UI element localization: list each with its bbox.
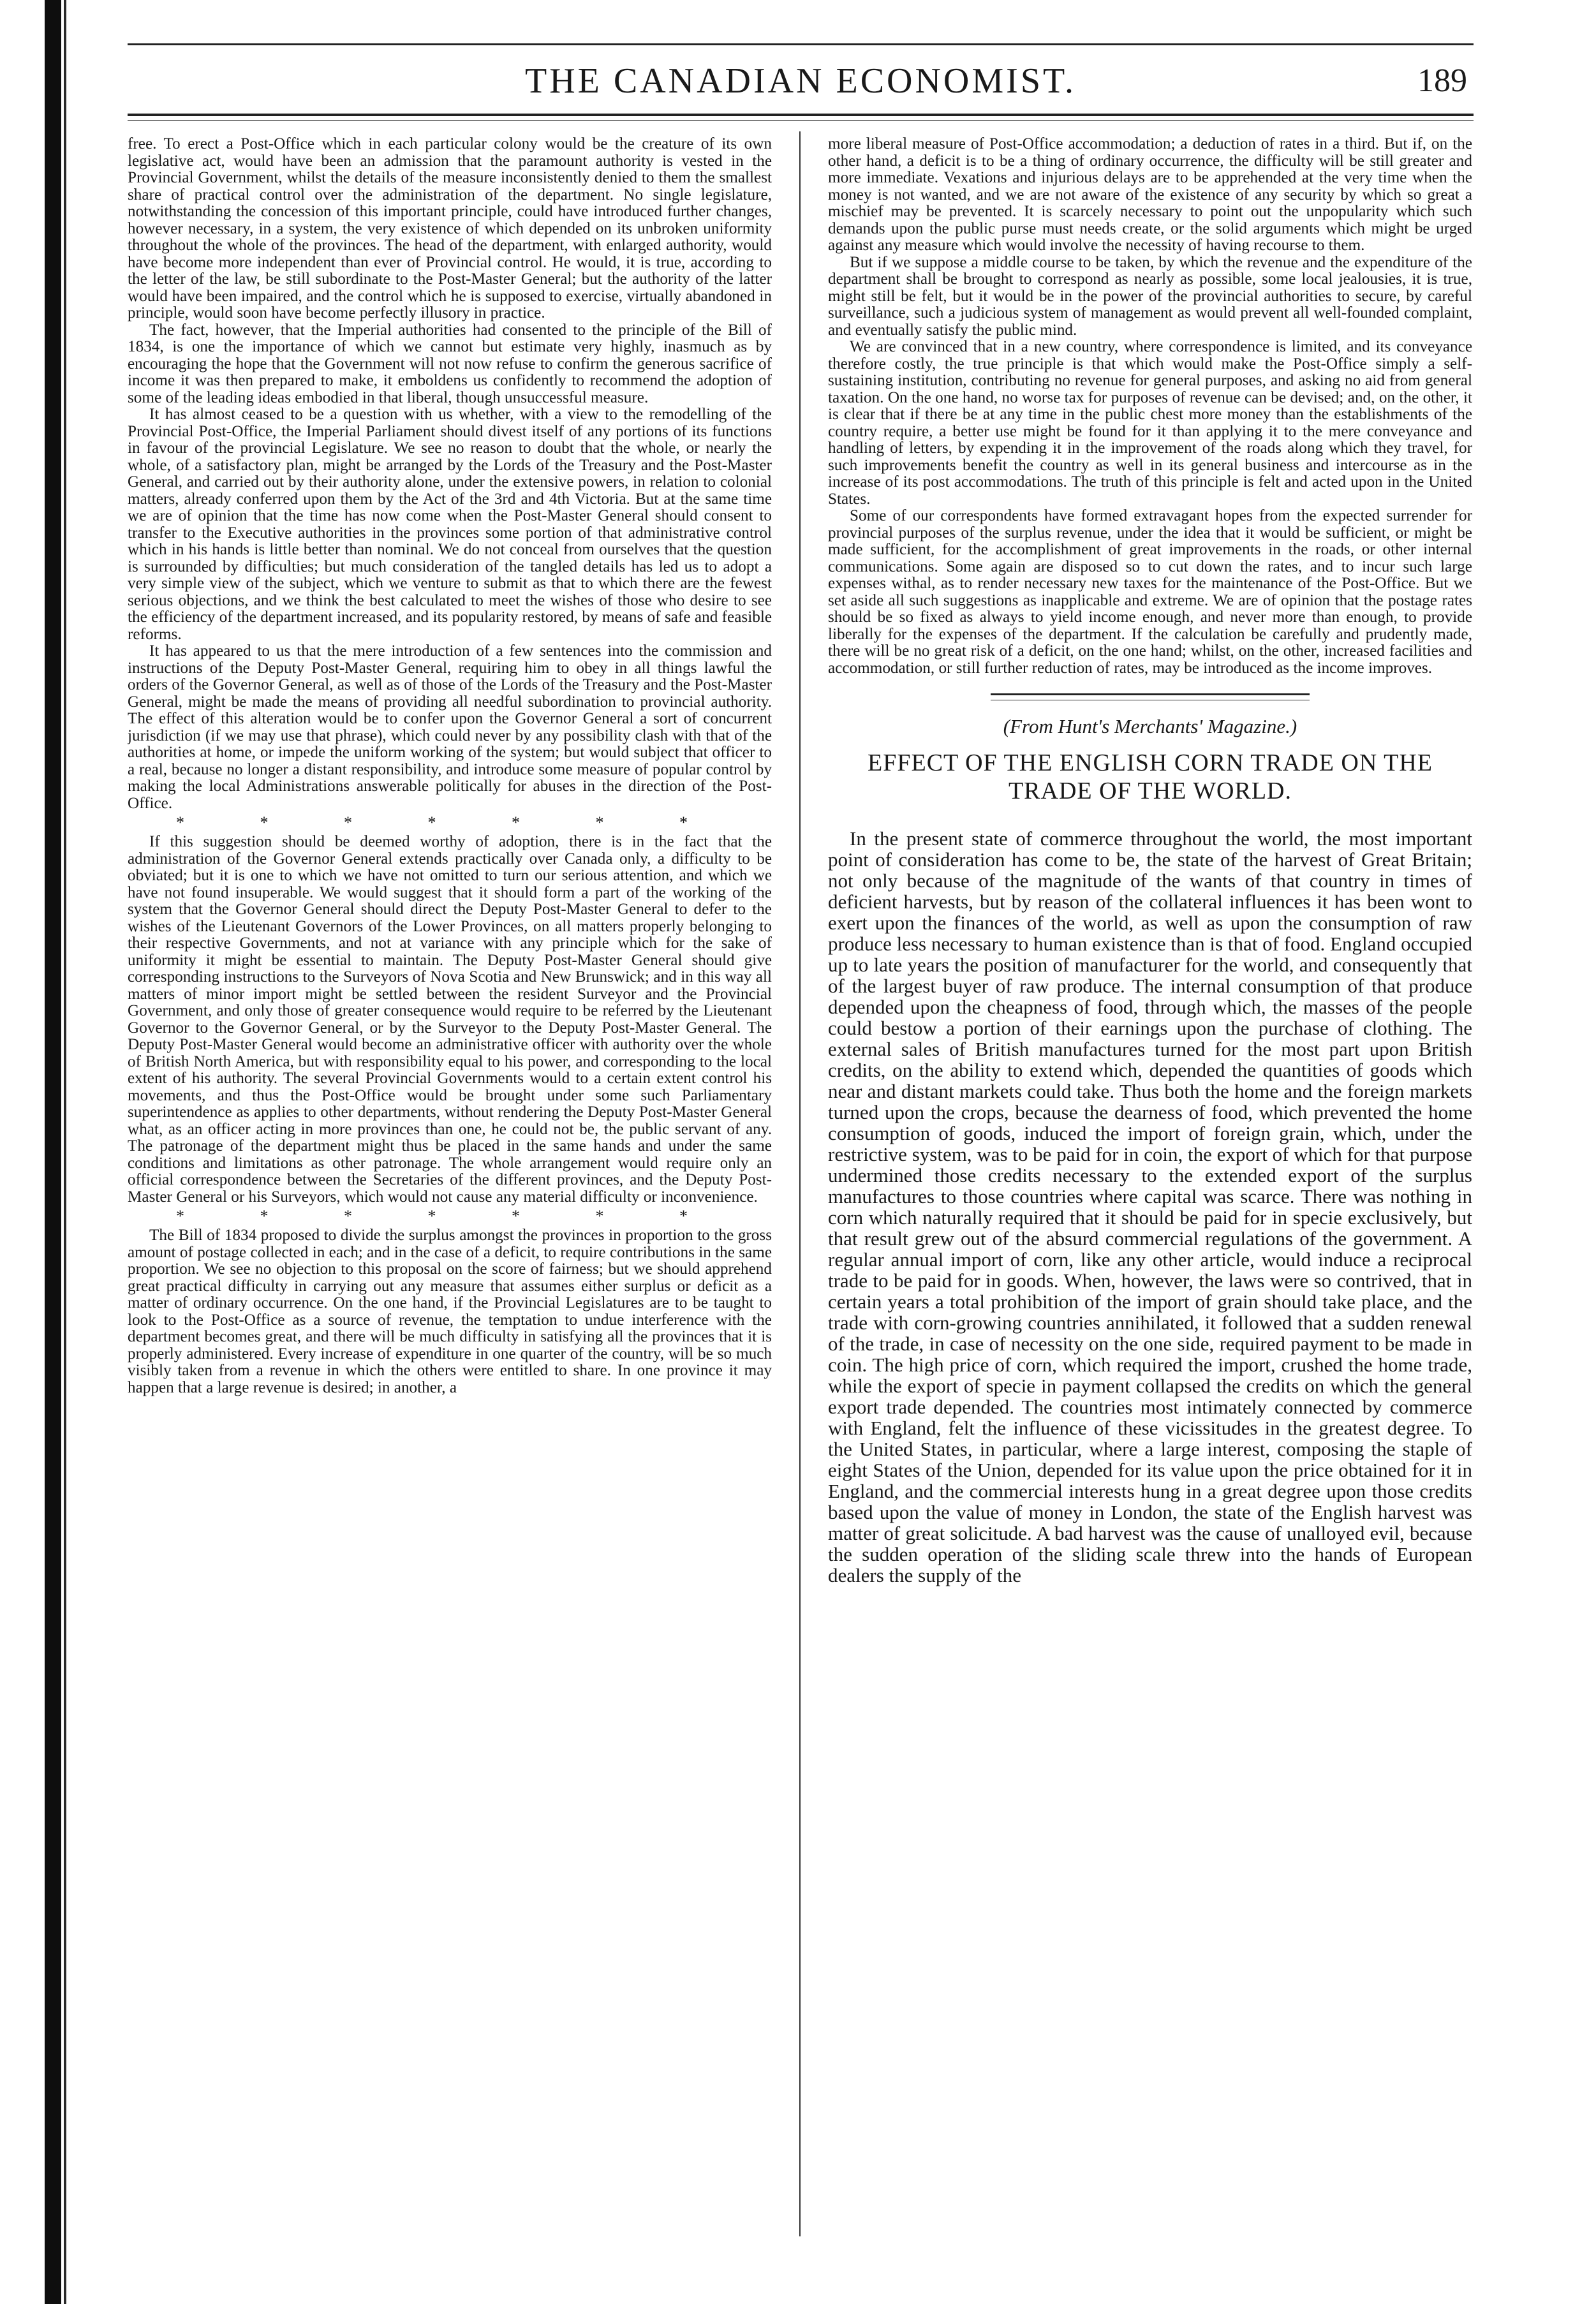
paragraph: It has appeared to us that the mere introduction of a few sentences into the commission and instructions of the Deputy Post-Master General, requiring him to obey in all things lawful the orders of the Governor General, as well as of those of the Lords of the Treasury and the Post-Master General, might be made the means of providing all needful subordination to provincial authority. The effect of this alteration would be to confer upon the Governor General a sort of concurrent jurisdiction (if we may use that phrase), which could never by any possibility clash with that of the authorities at home, or impede the uniform working of the system; but would subject that officer to a real, because no longer a distant responsibility, and introduce some measure of popular control by making the local Administrations answerable politically for abuses in the direction of the Post-Office. xyxy=(128,642,772,812)
article-rule-thick xyxy=(991,693,1310,695)
top-rule xyxy=(128,43,1474,45)
page-number: 189 xyxy=(1417,63,1467,99)
section-separator: * * * * * * * xyxy=(176,813,723,832)
paragraph: Some of our correspondents have formed extravagant hopes from the expected surrender for provincial purposes of the surplus revenue, under the idea that it would be sufficient, or might be made sufficient, for the accomplishment of great improvements in the roads, or other internal communications. Some again are disposed so to cut down the rates, and to incur such large expenses withal, as to render necessary new taxes for the maintenance of the Post-Office. But we set aside all such suggestions as inapplicable and extreme. We are of opinion that the postage rates should be so fixed as always to yield income enough, and never more than enough, to provide liberally for the expenses of the department. If the calculation be carefully and prudently made, there will be no great risk of a deficit, on the one hand; whilst, on the other, increased facilities and accommodation, or still further reduction of rates, may be introduced as the income improves. xyxy=(828,507,1472,677)
binding-edge xyxy=(45,0,61,2304)
right-column xyxy=(828,136,1472,2241)
header-rule-thin xyxy=(128,120,1474,121)
section-separator: * * * * * * * xyxy=(176,1207,723,1225)
article-title: EFFECT OF THE ENGLISH CORN TRADE ON THE TRADE OF THE WORLD. xyxy=(868,750,1433,804)
paragraph: We are convinced that in a new country, where correspondence is limited, and its conveyance therefore costly, the true principle is that which would make the Post-Office simply a self-sustaining institution, contributing no revenue for general purposes, and asking no aid from general taxation. On the one hand, no worse tax for purposes of revenue can be devised; and, on the other, it is clear that if there be at any time in the public chest more money than the establishments of the country require, a better use might be found for it than applying it to the mere conveyance and handling of letters, by expending it in the improvement of the roads along which they travel, for such improvements benefit the country as well in its general business and intercourse as in the increase of its post accommodations. The truth of this principle is felt and acted upon in the United States. xyxy=(828,338,1472,508)
paragraph: The Bill of 1834 proposed to divide the surplus amongst the provinces in proportion to the gross amount of postage collected in each; and in the case of a deficit, to require contributions in the same proportion. We see no objection to this proposal on the score of fairness; but we should apprehend great practical difficulty in carrying out any measure that assumes either surplus or deficit as a matter of ordinary occurrence. On the one hand, if the Provincial Legislatures are to be taught to look to the Post-Office as a source of revenue, the temptation to undue interference with the department becomes great, and there will be much difficulty in satisfying all the provinces that it is properly administered. Every increase of expenditure in one quarter of the country, will be so much visibly taken from a revenue in which the others were entitled to share. In one province it may happen that a large revenue is desired; in another, a xyxy=(128,1227,772,1396)
paragraph: The fact, however, that the Imperial authorities had consented to the principle of the Bill of 1834, is one the importance of which we cannot but estimate very highly, inasmuch as by encouraging the hope that the Government will not now refuse to confirm the generous sacrifice of income it was then prepared to make, it emboldens us confidently to recommend the adoption of some of the leading ideas embodied in that liberal, though unsuccessful measure. xyxy=(128,321,772,406)
column-divider xyxy=(799,131,801,2236)
paragraph: But if we suppose a middle course to be taken, by which the revenue and the expenditure of the department shall be brought to correspond as nearly as possible, some local jealousies, it is true, might still be felt, but it would be in the power of the provincial authorities to secure, by careful surveillance, such a judicious system of management as would prevent all well-founded complaint, and eventually satisfy the public mind. xyxy=(828,253,1472,339)
paragraph: free. To erect a Post-Office which in each particular colony would be the creature of its own legislative act, would have been an admission that the paramount authority is vested in the Provincial Government, whilst the details of the measure inconsistently denied to them the smallest share of practical control over the administration of the department. No single legislature, notwithstanding the concession of this important principle, could have introduced further changes, however necessary, in a system, the very existence of which depended on its unbroken uniformity throughout the whole of the provinces. The head of the department, with enlarged authority, would have become more independent than ever of Provincial control. He would, it is true, according to the letter of the law, be still subordinate to the Post-Master General; but the authority of the latter would have been impaired, and the control which he is supposed to exercise, virtually abandoned in principle, would soon have become perfectly illusory in practice. xyxy=(128,136,772,321)
article-paragraph: In the present state of commerce throughout the world, the most important point of consideration has come to be, the state of the harvest of Great Britain; not only because of the magnitude of the wants of that country in times of deficient harvests, but by reason of the collateral influences it has been wont to exert upon the finances of the world, as well as upon the consumption of raw produce less necessary to human existence than is that of food. England occupied up to late years the position of manufacturer for the world, and consequently that of the largest buyer of raw produce. The internal consumption of that produce depended upon the cheapness of food, through which, the masses of the people could bestow a portion of their earnings upon the purchase of clothing. The external sales of British manufactures turned for the most part upon British credits, on the ability to extend which, depended the quantities of goods which near and distant markets could take. Thus both the home and the foreign markets turned upon the crops, because the dearness of food, which prevented the home consumption of goods, induced the import of foreign grain, which, under the restrictive system, was to be paid for in coin, the export of which for that purpose undermined those credits necessary to the extended export of the surplus manufactures to those countries where capital was scarce. There was nothing in corn which naturally required that it should be paid for in specie exclusively, but that result grew out of the absurd commercial regulations of the government. A regular annual import of corn, like any other article, would induce a reciprocal trade to be paid for in goods. When, however, the laws were so contrived, that in certain years a total prohibition of the import of grain should take place, and the trade with corn-growing countries annihilated, it followed that a sudden renewal of the trade, in case of necessity on the one side, required payment to be made in coin. The high price of corn, which required the import, crushed the home trade, while the export of specie in payment collapsed the credits on which the general export trade depended. The countries most intimately connected by commerce with England, felt the influence of these vicissitudes in the greatest degree. To the United States, in particular, where a large interest, composing the staple of eight States of the Union, depended for its value upon the price obtained for it in England, and the commercial interests hung in a great degree upon those credits based upon the value of money in London, the state of the English harvest was matter of great solicitude. A bad harvest was the cause of unalloyed evil, because the sudden operation of the sliding scale threw into the hands of European dealers the supply of the xyxy=(828,827,1472,1586)
newspaper-page xyxy=(128,24,1474,2250)
paragraph: If this suggestion should be deemed worthy of adoption, there is in the fact that the administration of the Governor General extends practically over Canada only, a difficulty to be obviated; but it is one to which we have not omitted to turn our serious attention, and which we have not found insuperable. We would suggest that it should form a part of the working of the system that the Governor General should direct the Deputy Post-Master General to defer to the wishes of the Lieutenant Governors of the Lower Provinces, on all matters properly belonging to their respective Governments, and not at variance with any principle which for the sake of uniformity it might be essential to maintain. The Deputy Post-Master General should give corresponding instructions to the Surveyors of Nova Scotia and New Brunswick; and in this way all matters of minor import might be settled between the resident Surveyor and the Provincial Government, and only those of greater consequence would require to be referred by the Lieutenant Governor to the Governor General, or by the Surveyor to the Deputy Post-Master General. The Deputy Post-Master General would become an administrative officer with authority over the whole of British North America, but with responsibility equal to his power, and corresponding to the local extent of his authority. The several Provincial Governments would to a certain extent control his movements, and thus the Post-Office would be brought under some such Parliamentary superintendence as applies to other departments, without rendering the Deputy Post-Master General what, as an officer acting in more provinces than one, he could not be, the public servant of any. The patronage of the department might thus be placed in the same hands and under the same conditions and limitations as other patronage. The whole arrangement would require only an official correspondence between the Secretaries of the different provinces, and the Deputy Post-Master General or his Surveyors, which would not cause any material difficulty or inconvenience. xyxy=(128,833,772,1206)
binding-edge-line xyxy=(64,0,66,2304)
paragraph: more liberal measure of Post-Office accommodation; a deduction of rates in a third. But if, on the other hand, a deficit is to be a thing of ordinary occurrence, the difficulty will be still greater and more immediate. Vexations and injurious delays are to be apprehended at the very time when the money is not wanted, and we are not aware of the existence of any security by which so great a mischief may be prevented. It is scarcely necessary to point out the unpopularity which such demands upon the public purse must needs create, or the solid arguments which might be urged against any measure which would involve the necessity of having recourse to them. xyxy=(828,136,1472,254)
paragraph: It has almost ceased to be a question with us whether, with a view to the remodelling of the Provincial Post-Office, the Imperial Parliament should divest itself of any portions of its functions in favour of the provincial Legislature. We see no reason to doubt that the whole, or nearly the whole, of a satisfactory plan, might be arranged by the Lords of the Treasury and the Post-Master General, and carried out by their authority alone, under the extensive powers, in relation to colonial matters, already conferred upon them by the Act of the 3rd and 4th Victoria. But at the same time we are of opinion that the time has now come when the Post-Master General should consent to transfer to the Executive authorities in the provinces some portion of that administrative control which in his hands is little better than nominal. We do not conceal from ourselves that the question is surrounded by difficulties; but much consideration of the tangled details has led us to adopt a very simple view of the subject, which we venture to submit as that to which there are the fewest serious objections, and we think the best calculated to meet the wishes of those who desire to see the efficiency of the department increased, and its popularity restored, by means of safe and feasible reforms. xyxy=(128,406,772,643)
header-rule-thick xyxy=(128,114,1474,116)
page-header xyxy=(128,52,1474,110)
left-column xyxy=(128,136,772,2241)
article-source: (From Hunt's Merchants' Magazine.) xyxy=(1003,715,1297,737)
publication-title: THE CANADIAN ECONOMIST. xyxy=(524,61,1077,101)
